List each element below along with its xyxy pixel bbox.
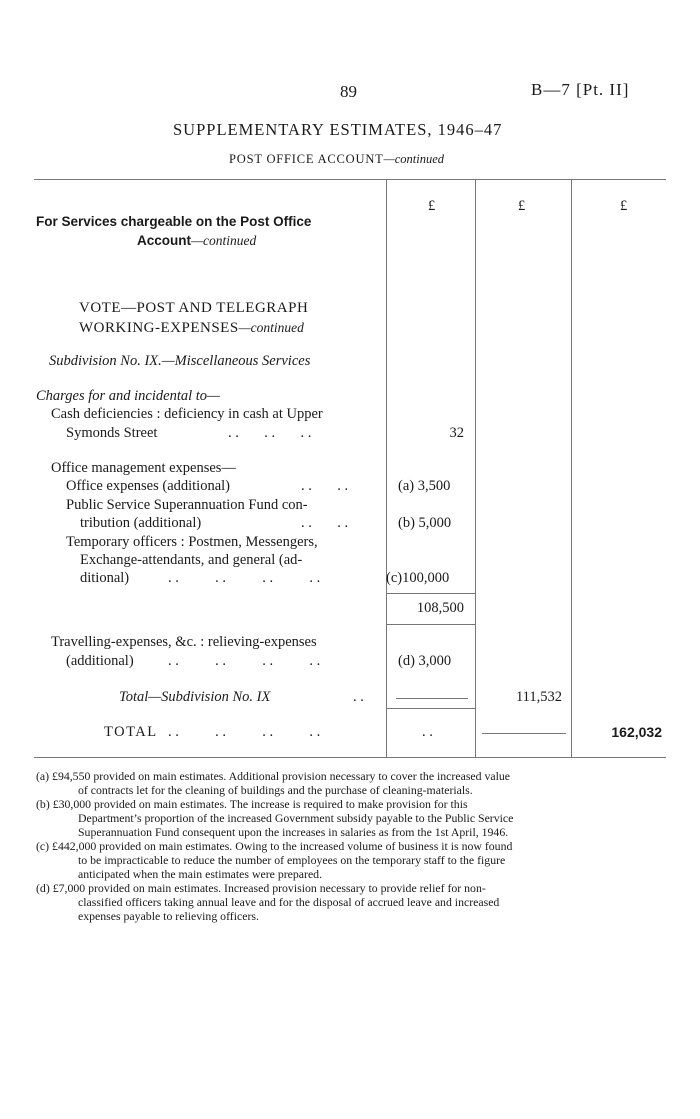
total-subdivision-leaders: . .: [353, 689, 364, 705]
footnote-a-line1: (a) £94,550 provided on main estimates. Additional provision necessary to cover the increased value: [36, 769, 511, 783]
temporary-officers-line3: ditional): [80, 570, 130, 586]
cash-deficiency-line1: Cash deficiencies : deficiency in cash at Upper: [51, 406, 323, 422]
superannuation-line1: Public Service Superannuation Fund con-: [66, 497, 308, 513]
vote-heading-line2: [79, 320, 304, 337]
total-subdivision-rule: [396, 698, 468, 699]
temporary-officers-line1: Temporary officers : Postmen, Messengers,: [66, 534, 318, 550]
cash-leaders: . . . . . .: [228, 425, 312, 441]
travelling-leaders: . . . . . . . .: [168, 653, 321, 669]
table-bottom-rule: [34, 757, 666, 758]
subtitle-continued: —continued: [383, 152, 445, 166]
footnote-c-line2: to be impracticable to reduce the number of employees on the temporary staff to the figure: [78, 853, 506, 867]
column-header-2: £: [518, 198, 526, 214]
subdivision-heading: Subdivision No. IX.—Miscellaneous Services: [49, 353, 311, 369]
vote-continued: —continued: [238, 320, 304, 335]
superannuation-line2: tribution (additional): [80, 515, 202, 531]
subtitle-text: POST OFFICE ACCOUNT: [229, 152, 384, 166]
vote-heading-line1: VOTE—POST AND TELEGRAPH: [79, 300, 309, 316]
services-heading-line1: For Services chargeable on the Post Office: [36, 214, 312, 229]
grand-total-rule: [482, 733, 566, 734]
temporary-officers-value: (c)100,000: [386, 570, 450, 586]
grand-total-label: TOTAL: [104, 724, 158, 740]
services-continued: —continued: [191, 233, 257, 248]
travelling-expenses-value: (d) 3,000: [398, 653, 452, 669]
total-subdivision-rule-2: [387, 708, 475, 709]
travelling-expenses-line1: Travelling-expenses, &c. : relieving-expenses: [51, 634, 317, 650]
footnote-b-line3: Superannuation Fund consequent upon the increases in salaries as from the 1st April, 1946.: [78, 825, 509, 839]
office-management-heading: Office management expenses—: [51, 460, 236, 476]
vote-working-expenses: WORKING-EXPENSES: [79, 320, 239, 336]
grand-total-leaders: . . . . . . . .: [168, 724, 321, 740]
total-subdivision-value: 111,532: [515, 689, 562, 705]
footnote-d-line3: expenses payable to relieving officers.: [78, 909, 259, 923]
footnote-c-line1: (c) £442,000 provided on main estimates. Owing to the increased volume of business it is now found: [36, 839, 513, 853]
footnote-c-line3: anticipated when the main estimates were prepared.: [78, 867, 323, 881]
cash-deficiency-value: 32: [449, 425, 464, 441]
page-title: SUPPLEMENTARY ESTIMATES, 1946–47: [173, 120, 503, 139]
grand-total-value: 162,032: [611, 724, 662, 740]
footnote-a-line2: of contracts let for the cleaning of buildings and the purchase of cleaning-materials.: [78, 783, 473, 797]
page-number: 89: [340, 82, 357, 101]
office-expenses-value: (a) 3,500: [398, 478, 451, 494]
charges-heading: Charges for and incidental to—: [36, 388, 220, 404]
document-reference: B—7 [Pt. II]: [531, 80, 630, 99]
services-heading-line2: [137, 233, 256, 249]
temporary-leaders: . . . . . . . .: [168, 570, 321, 586]
superannuation-value: (b) 5,000: [398, 515, 452, 531]
footnote-b-line2: Department’s proportion of the increased Government subsidy payable to the Public Service: [78, 811, 514, 825]
subtotal-rule-top: [387, 593, 475, 594]
cash-deficiency-line2: Symonds Street: [66, 425, 158, 441]
travelling-expenses-line2: (additional): [66, 653, 134, 669]
footnote-d-line2: classified officers taking annual leave and for the disposal of accrued leave and increased: [78, 895, 500, 909]
temporary-officers-line2: Exchange-attendants, and general (ad-: [80, 552, 303, 568]
footnote-b-line1: (b) £30,000 provided on main estimates. The increase is required to make provision for this: [36, 797, 468, 811]
footnote-d-line1: (d) £7,000 provided on main estimates. Increased provision necessary to provide relief for non-: [36, 881, 486, 895]
column-header-1: £: [428, 198, 436, 214]
column1-total-leaders: . .: [422, 724, 433, 740]
superannuation-leaders: . . . .: [301, 515, 349, 531]
page-subtitle: [229, 152, 444, 167]
subtotal-rule-bottom: [387, 624, 475, 625]
office-subtotal-value: 108,500: [416, 600, 464, 616]
office-leaders: . . . .: [301, 478, 349, 494]
column-header-3: £: [620, 198, 628, 214]
column-divider-2: [475, 180, 476, 757]
office-expenses-label: Office expenses (additional): [66, 478, 231, 494]
services-account: Account: [137, 233, 191, 248]
total-subdivision-label: Total—Subdivision No. IX: [119, 689, 271, 705]
column-divider-1: [386, 180, 387, 757]
column-divider-3: [571, 180, 572, 757]
